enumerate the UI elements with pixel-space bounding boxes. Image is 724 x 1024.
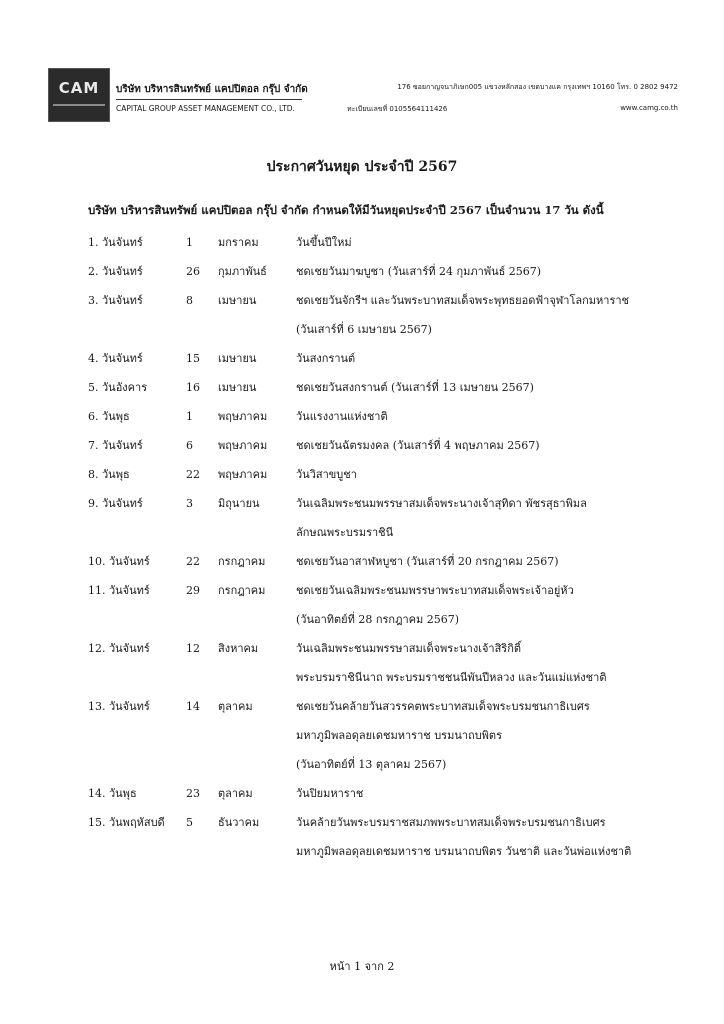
holiday-row: [88, 286, 688, 344]
holiday-month: พฤษภาคม: [218, 410, 268, 423]
holiday-description: [296, 344, 688, 373]
holiday-row: [88, 576, 688, 634]
holiday-description: [296, 373, 688, 402]
holiday-row: [88, 257, 688, 286]
holiday-day: 3. วันจันทร์: [88, 294, 143, 307]
holiday-description-line: ชดเชยวันสงกรานต์ (วันเสาร์ที่ 13 เมษายน 2567): [296, 381, 534, 394]
letterhead: [48, 68, 678, 120]
holiday-month: มิถุนายน: [218, 497, 260, 510]
company-address: 176 ซอยกาญจนาภิเษก005 แขวงหลักสอง เขตบางแค กรุงเทพฯ 10160 โทร. 0 2802 9472: [397, 83, 678, 91]
holiday-row: [88, 547, 688, 576]
holiday-day: 15. วันพฤหัสบดี: [88, 816, 165, 829]
holiday-date: 6: [186, 439, 193, 452]
holiday-description-line: วันเฉลิมพระชนมพรรษาสมเด็จพระนางเจ้าสิริกิติ์: [296, 642, 521, 655]
holiday-description: [296, 808, 688, 866]
holiday-description: [296, 489, 688, 547]
holiday-day: 12. วันจันทร์: [88, 642, 150, 655]
holiday-description-line: ชดเชยวันเฉลิมพระชนมพรรษาพระบาทสมเด็จพระเจ้าอยู่หัว: [296, 584, 574, 597]
holiday-description: [296, 431, 688, 460]
holiday-description: [296, 286, 688, 344]
holiday-row: [88, 344, 688, 373]
holiday-row: [88, 373, 688, 402]
company-name-english: CAPITAL GROUP ASSET MANAGEMENT CO., LTD.: [116, 104, 295, 113]
holiday-description-line: วันเฉลิมพระชนมพรรษาสมเด็จพระนางเจ้าสุทิดา พัชรสุธาพิมล: [296, 497, 587, 510]
holiday-day: 8. วันพุธ: [88, 468, 130, 481]
holiday-day: 9. วันจันทร์: [88, 497, 143, 510]
holiday-day: 6. วันพุธ: [88, 410, 130, 423]
holiday-date: 15: [186, 352, 200, 365]
holiday-description: [296, 692, 688, 779]
holiday-description: [296, 634, 688, 692]
holiday-month: ธันวาคม: [218, 816, 260, 829]
holiday-month: กุมภาพันธ์: [218, 265, 267, 278]
holiday-row: [88, 431, 688, 460]
holiday-list: [88, 228, 688, 866]
holiday-day: 1. วันจันทร์: [88, 236, 143, 249]
holiday-description-line: วันปิยมหาราช: [296, 787, 364, 800]
holiday-row: [88, 228, 688, 257]
holiday-description-line: พระบรมราชินีนาถ พระบรมราชชนนีพันปีหลวง และวันแม่แห่งชาติ: [296, 671, 607, 684]
holiday-month: ตุลาคม: [218, 787, 253, 800]
registration-number: ทะเบียนเลขที่ 0105564111426: [347, 105, 448, 113]
holiday-month: สิงหาคม: [218, 642, 259, 655]
holiday-month: กรกฎาคม: [218, 584, 266, 597]
holiday-description: [296, 576, 688, 634]
holiday-date: 26: [186, 265, 200, 278]
holiday-description-line: ชดเชยวันจักรีฯ และวันพระบาทสมเด็จพระพุทธยอดฟ้าจุฬาโลกมหาราช: [296, 294, 630, 307]
holiday-description: [296, 460, 688, 489]
holiday-description-line: ชดเชยวันมาฆบูชา (วันเสาร์ที่ 24 กุมภาพันธ์ 2567): [296, 265, 542, 278]
holiday-row: [88, 489, 688, 547]
holiday-date: 29: [186, 584, 200, 597]
holiday-row: [88, 460, 688, 489]
holiday-month: พฤษภาคม: [218, 439, 268, 452]
holiday-date: 8: [186, 294, 193, 307]
holiday-row: [88, 402, 688, 431]
intro-text: บริษัท บริหารสินทรัพย์ แคปปิตอล กรุ๊ป จำกัด กำหนดให้มีวันหยุดประจำปี 2567 เป็นจำนวน 17 วัน ดังนี้: [88, 203, 604, 217]
page-number: หน้า 1 จาก 2: [329, 960, 395, 973]
logo-underline: [53, 104, 105, 106]
holiday-day: 2. วันจันทร์: [88, 265, 143, 278]
holiday-description-line: (วันเสาร์ที่ 6 เมษายน 2567): [296, 323, 432, 336]
holiday-description-line: (วันอาทิตย์ที่ 28 กรกฎาคม 2567): [296, 613, 460, 626]
holiday-description-line: มหาภูมิพลอดุลยเดชมหาราช บรมนาถบพิตร: [296, 729, 502, 742]
holiday-row: [88, 779, 688, 808]
holiday-description-line: วันวิสาขบูชา: [296, 468, 357, 481]
holiday-month: มกราคม: [218, 236, 259, 249]
holiday-description: [296, 257, 688, 286]
holiday-description-line: ชดเชยวันอาสาฬหบูชา (วันเสาร์ที่ 20 กรกฎาคม 2567): [296, 555, 559, 568]
holiday-date: 1: [186, 236, 193, 249]
holiday-day: 11. วันจันทร์: [88, 584, 150, 597]
holiday-row: [88, 808, 688, 866]
holiday-row: [88, 634, 688, 692]
holiday-day: 5. วันอังคาร: [88, 381, 148, 394]
holiday-description-line: วันคล้ายวันพระบรมราชสมภพพระบาทสมเด็จพระบรมชนกาธิเบศร: [296, 816, 606, 829]
holiday-description-line: วันสงกรานต์: [296, 352, 356, 365]
holiday-month: กรกฎาคม: [218, 555, 266, 568]
company-website: www.camg.co.th: [620, 104, 678, 112]
holiday-date: 14: [186, 700, 200, 713]
holiday-date: 1: [186, 410, 193, 423]
holiday-description-line: วันแรงงานแห่งชาติ: [296, 410, 388, 423]
holiday-day: 13. วันจันทร์: [88, 700, 150, 713]
holiday-description: [296, 547, 688, 576]
holiday-day: 4. วันจันทร์: [88, 352, 143, 365]
holiday-date: 23: [186, 787, 200, 800]
holiday-month: ตุลาคม: [218, 700, 253, 713]
holiday-date: 12: [186, 642, 200, 655]
holiday-description: [296, 228, 688, 257]
holiday-description-line: ชดเชยวันคล้ายวันสวรรคตพระบาทสมเด็จพระบรมชนกาธิเบศร: [296, 700, 590, 713]
holiday-day: 10. วันจันทร์: [88, 555, 150, 568]
holiday-description-line: (วันอาทิตย์ที่ 13 ตุลาคม 2567): [296, 758, 447, 771]
holiday-description-line: วันขึ้นปีใหม่: [296, 236, 352, 249]
holiday-date: 22: [186, 555, 200, 568]
company-divider: [116, 99, 302, 100]
holiday-description-line: ชดเชยวันฉัตรมงคล (วันเสาร์ที่ 4 พฤษภาคม 2567): [296, 439, 540, 452]
holiday-date: 16: [186, 381, 200, 394]
holiday-description: [296, 779, 688, 808]
holiday-month: เมษายน: [218, 294, 257, 307]
holiday-date: 22: [186, 468, 200, 481]
company-logo: [48, 68, 110, 122]
holiday-date: 5: [186, 816, 193, 829]
holiday-month: พฤษภาคม: [218, 468, 268, 481]
holiday-day: 7. วันจันทร์: [88, 439, 143, 452]
holiday-description-line: ลักษณพระบรมราชินี: [296, 526, 394, 539]
holiday-month: เมษายน: [218, 352, 257, 365]
holiday-day: 14. วันพุธ: [88, 787, 137, 800]
page-title: ประกาศวันหยุด ประจำปี 2567: [266, 159, 458, 175]
holiday-row: [88, 692, 688, 779]
holiday-month: เมษายน: [218, 381, 257, 394]
holiday-description-line: มหาภูมิพลอดุลยเดชมหาราช บรมนาถบพิตร วันชาติ และวันพ่อแห่งชาติ: [296, 845, 632, 858]
holiday-description: [296, 402, 688, 431]
logo-text: CAM: [58, 79, 100, 97]
holiday-date: 3: [186, 497, 193, 510]
company-name-thai: บริษัท บริหารสินทรัพย์ แคปปิตอล กรุ๊ป จำกัด: [116, 84, 308, 95]
